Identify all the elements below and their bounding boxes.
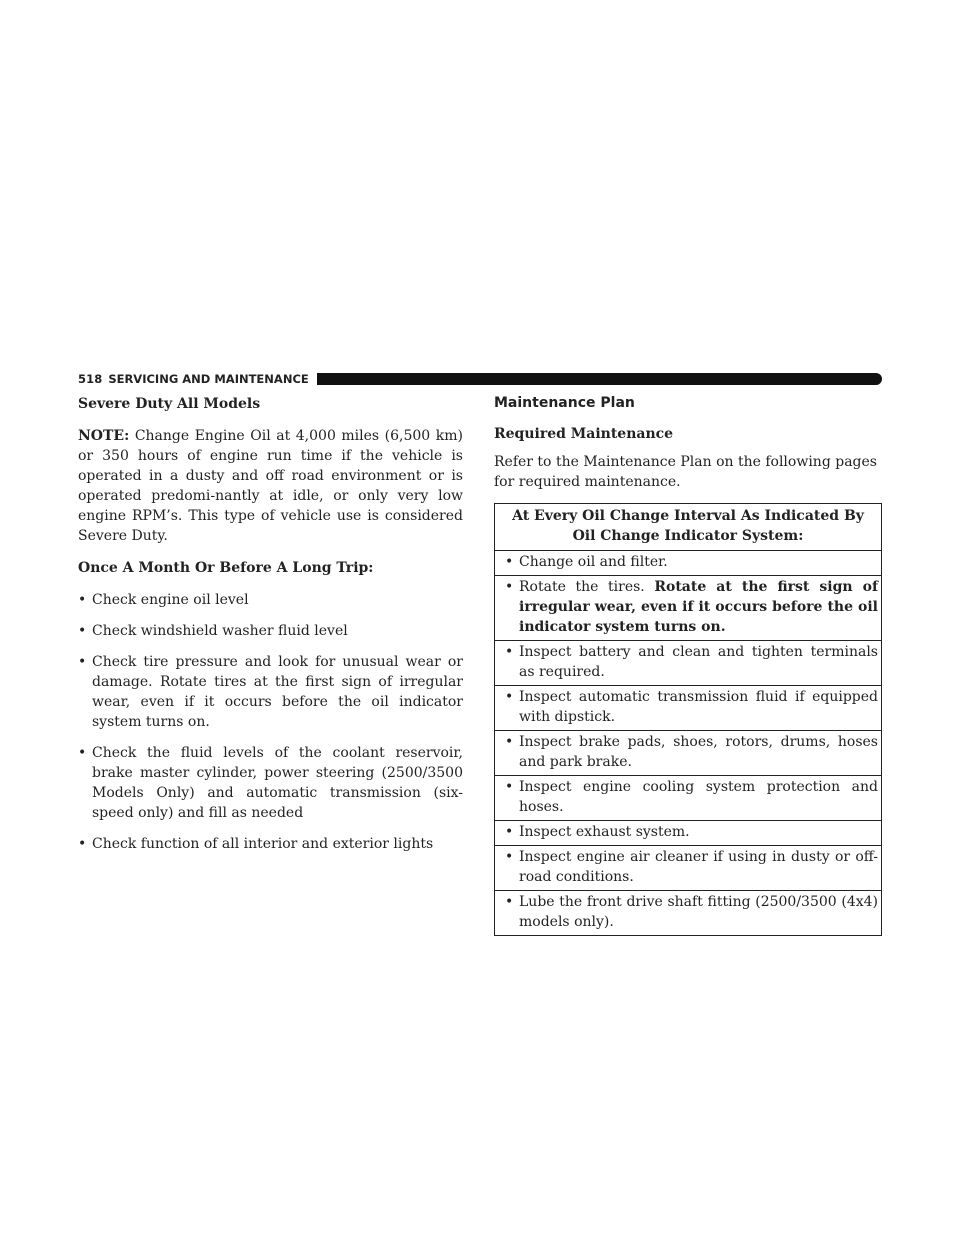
bullet-icon: • (505, 689, 514, 705)
table-row: • Inspect brake pads, shoes, rotors, drums, hoses and park brake. (495, 731, 882, 776)
page-number: 518 (78, 371, 103, 386)
list-item: • Check windshield washer fluid level (78, 623, 348, 639)
intro-paragraph: Refer to the Maintenance Plan on the following pages for required maintenance. (494, 454, 877, 490)
bullet-icon: • (505, 579, 514, 595)
right-column (494, 393, 882, 936)
section-title: SERVICING AND MAINTENANCE (108, 371, 309, 386)
bullet-icon: • (505, 644, 514, 660)
bullet-icon: • (505, 894, 514, 910)
table-row: • Inspect automatic transmission fluid if equipped with dipstick. (495, 686, 882, 731)
table-row: • Rotate the tires. Rotate at the first sign of irregular wear, even if it occurs before the oil indicator system turns on. (495, 576, 882, 641)
table-row: • Inspect engine air cleaner if using in dusty or off-road conditions. (495, 846, 882, 891)
table-row: • Inspect exhaust system. (495, 821, 882, 846)
monthly-check-title: Once A Month Or Before A Long Trip: (78, 560, 374, 576)
table-row: • Change oil and filter. (495, 551, 882, 576)
bullet-icon: • (78, 592, 87, 608)
bullet-icon: • (78, 654, 87, 670)
list-item: • Check tire pressure and look for unusual wear or damage. Rotate tires at the first sign of irregular wear, even if it occurs before the oil indicator system turns on. (78, 654, 463, 730)
list-item: • Check the fluid levels of the coolant reservoir, brake master cylinder, power steering (2500/3500 Models Only) and automatic transmission (six-speed only) and fill as needed (78, 745, 463, 821)
list-item: • Check function of all interior and exterior lights (78, 836, 434, 852)
header-rule (317, 373, 882, 385)
bullet-icon: • (78, 623, 87, 639)
required-maintenance-title: Required Maintenance (494, 426, 674, 442)
note-text: Change Engine Oil at 4,000 miles (6,500 km) or 350 hours of engine run time if the vehicle is operated in a dusty and off road environment or is operated predomi-nantly at idle, or only very low engine RPM’s. This type of vehicle use is considered Severe Duty. (78, 428, 463, 544)
page-header (78, 371, 882, 386)
bullet-icon: • (505, 824, 514, 840)
note-paragraph (78, 426, 463, 546)
list-item: • Check engine oil level (78, 592, 249, 608)
bullet-icon: • (505, 554, 514, 570)
bullet-icon: • (78, 745, 87, 761)
table-row: • Inspect engine cooling system protection and hoses. (495, 776, 882, 821)
maintenance-plan-heading: Maintenance Plan (494, 395, 635, 411)
bullet-icon: • (505, 779, 514, 795)
bullet-icon: • (78, 836, 87, 852)
table-header: At Every Oil Change Interval As Indicated By Oil Change Indicator System: (495, 504, 882, 551)
bullet-icon: • (505, 849, 514, 865)
maintenance-table (494, 503, 882, 936)
severe-duty-title: Severe Duty All Models (78, 396, 261, 412)
bullet-icon: • (505, 734, 514, 750)
monthly-check-list (78, 590, 463, 854)
left-column (78, 393, 463, 865)
note-label: NOTE: (78, 428, 130, 444)
table-row: • Inspect battery and clean and tighten terminals as required. (495, 641, 882, 686)
table-row: • Lube the front drive shaft fitting (2500/3500 (4x4) models only). (495, 891, 882, 936)
